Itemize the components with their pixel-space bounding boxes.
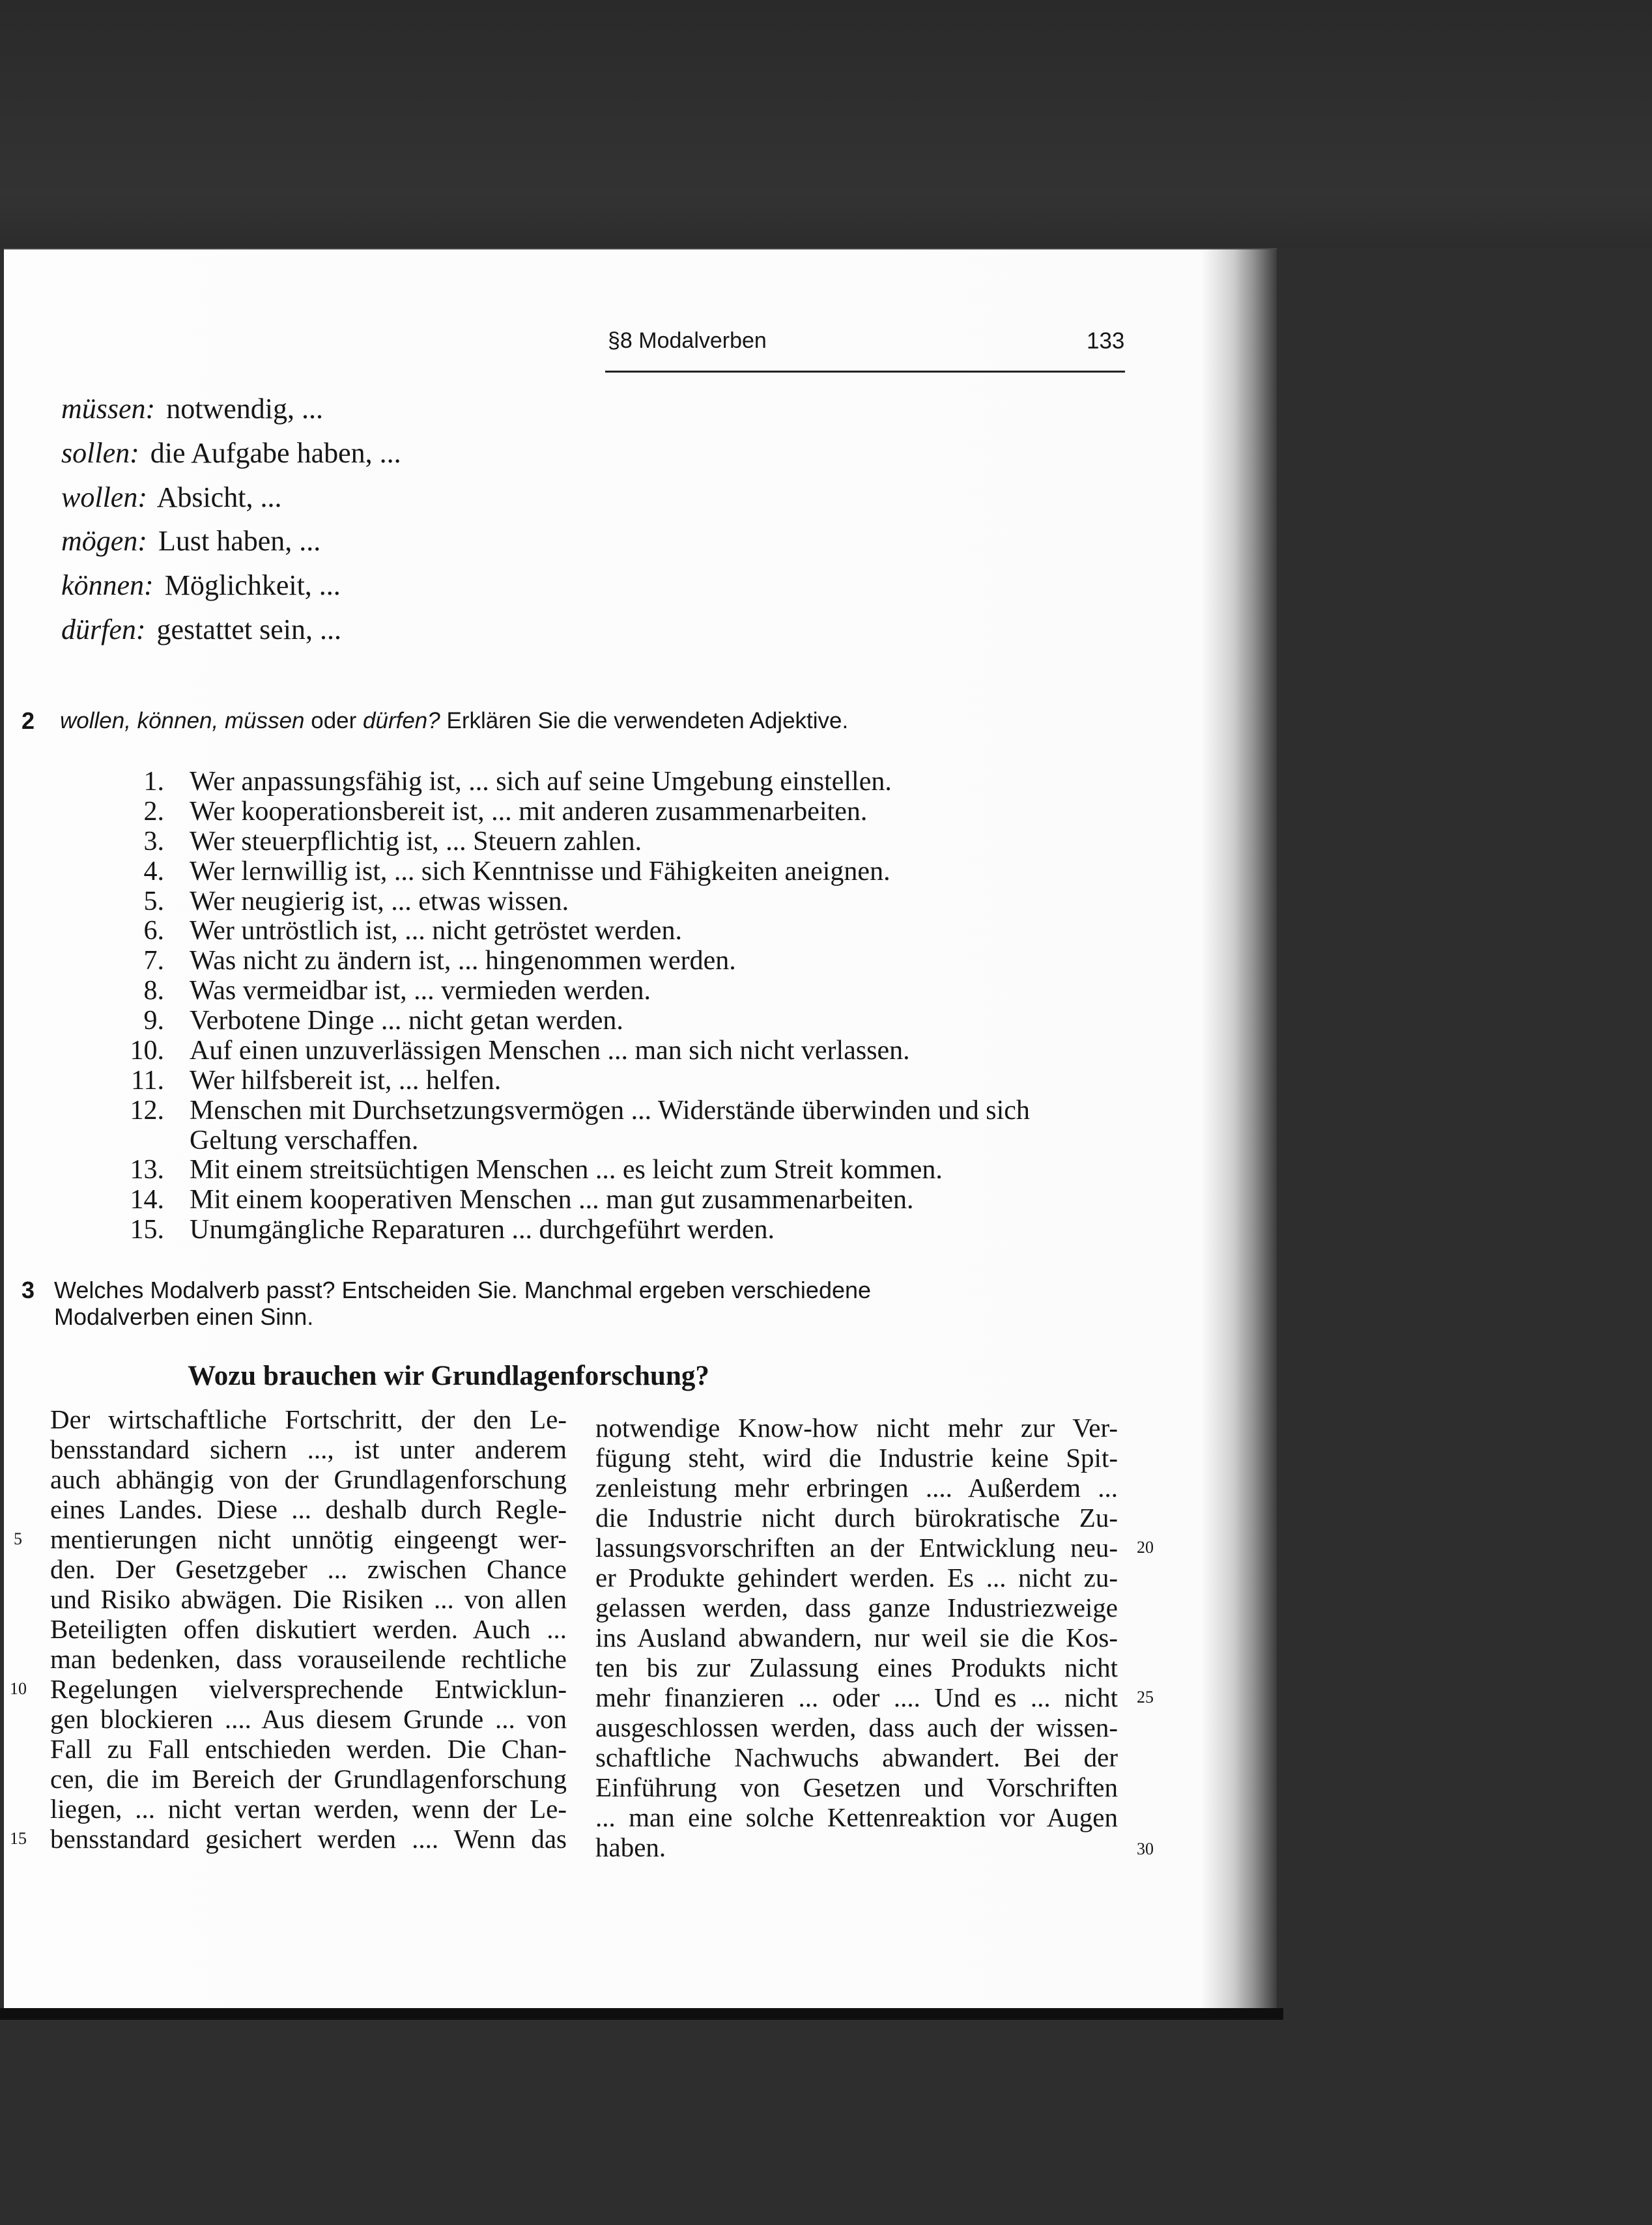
reading-text-title: Wozu brauchen wir Grundlagenforschung?	[188, 1361, 709, 1391]
instruction-last-verb: dürfen?	[363, 708, 440, 733]
text-line: Der wirtschaftliche Fortschritt, der den Le-	[50, 1404, 567, 1434]
item-number: 5.	[143, 886, 164, 916]
text-line: man bedenken, dass vorauseilende rechtliche	[50, 1644, 567, 1674]
text-line: Fall zu Fall entschieden werden. Die Chan-	[50, 1734, 567, 1764]
list-item	[91, 1036, 1030, 1066]
text-line: ins Ausland abwandern, nur weil sie die Kos-	[595, 1623, 1118, 1652]
instruction-line: Modalverben einen Sinn.	[54, 1303, 314, 1330]
text-line: schaftliche Nachwuchs abwandert. Bei der	[595, 1742, 1118, 1772]
text-line: zenleistung mehr erbringen .... Außerdem ...	[595, 1473, 1118, 1503]
item-text: Unumgängliche Reparaturen ... durchgeführt werden.	[190, 1215, 775, 1245]
modal-meaning: notwendig, ...	[166, 393, 323, 425]
list-item	[91, 827, 1030, 857]
header-rule	[605, 371, 1125, 373]
item-number: 12.	[130, 1095, 164, 1126]
item-text: Wer hilfsbereit ist, ... helfen.	[190, 1065, 502, 1096]
text-line: bensstandard sichern ..., ist unter anderem	[50, 1434, 567, 1464]
text-line: fügung steht, wird die Industrie keine Spit-	[595, 1443, 1118, 1473]
item-number: 4.	[143, 856, 164, 886]
item-text: Wer anpassungsfähig ist, ... sich auf seine Umgebung einstellen.	[190, 767, 892, 797]
item-number: 8.	[143, 976, 164, 1006]
item-number: 1.	[143, 767, 164, 797]
text-line: mentierungen nicht unnötig eingeengt wer-	[50, 1524, 567, 1554]
item-number: 9.	[143, 1006, 164, 1036]
list-item	[91, 1215, 1030, 1245]
list-item	[91, 1185, 1030, 1215]
item-number: 15.	[130, 1215, 164, 1245]
margin-line-number: 5	[14, 1529, 22, 1548]
list-item	[91, 1096, 1030, 1156]
item-number: 2.	[143, 796, 164, 827]
modal-verb: müssen:	[61, 393, 156, 425]
modal-meaning-row	[61, 431, 401, 475]
margin-line-number: 25	[1137, 1688, 1154, 1707]
text-column-left	[50, 1404, 567, 1854]
list-item	[91, 946, 1030, 976]
item-text: Was vermeidbar ist, ... vermieden werden.	[190, 976, 651, 1006]
text-line: Einführung von Gesetzen und Vorschriften	[595, 1772, 1118, 1802]
text-line: gen blockieren .... Aus diesem Grunde ... von	[50, 1704, 567, 1734]
text-line: Beteiligten offen diskutiert werden. Auch ...	[50, 1614, 567, 1644]
item-text: Mit einem kooperativen Menschen ... man gut zusammenarbeiten.	[190, 1185, 914, 1215]
item-text: Wer untröstlich ist, ... nicht getröstet werden.	[190, 916, 682, 946]
modal-verb: dürfen:	[61, 613, 146, 645]
exercise-sentence-list	[91, 767, 1030, 1245]
list-item	[91, 976, 1030, 1006]
text-line: mehr finanzieren ... oder .... Und es ... nicht	[595, 1682, 1118, 1712]
text-line: eines Landes. Diese ... deshalb durch Regle-	[50, 1494, 567, 1524]
item-text: Wer steuerpflichtig ist, ... Steuern zahlen.	[190, 826, 642, 857]
text-line: ten bis zur Zulassung eines Produkts nicht	[595, 1652, 1118, 1682]
modal-verb: mögen:	[61, 525, 147, 558]
modal-meaning-row	[61, 387, 401, 431]
list-item	[91, 887, 1030, 917]
text-line: den. Der Gesetzgeber ... zwischen Chance	[50, 1554, 567, 1584]
instruction-verbs: wollen, können, müssen	[60, 708, 305, 733]
modal-verb-meanings	[61, 387, 401, 652]
modal-meaning-row	[61, 608, 401, 652]
list-item	[91, 857, 1030, 887]
item-number: 13.	[130, 1155, 164, 1185]
text-line: ... man eine solche Kettenreaktion vor Augen	[595, 1802, 1118, 1832]
item-number: 10.	[130, 1035, 164, 1066]
item-text: Wer lernwillig ist, ... sich Kenntnisse und Fähigkeiten aneignen.	[190, 856, 890, 886]
text-line: ausgeschlossen werden, dass auch der wissen-	[595, 1712, 1118, 1742]
section-header-title: §8 Modalverben	[608, 328, 767, 353]
list-item	[91, 797, 1030, 827]
item-number: 6.	[143, 916, 164, 946]
margin-line-number: 15	[10, 1829, 27, 1848]
modal-meaning: gestattet sein, ...	[156, 613, 342, 645]
item-text: Was nicht zu ändern ist, ... hingenommen werden.	[190, 946, 736, 976]
text-line: er Produkte gehindert werden. Es ... nicht zu-	[595, 1563, 1118, 1593]
text-line: notwendige Know-how nicht mehr zur Ver-	[595, 1413, 1118, 1443]
item-number: 11.	[131, 1065, 164, 1096]
modal-meaning: Lust haben, ...	[158, 525, 321, 558]
item-text-line: Menschen mit Durchsetzungsvermögen ... Widerstände überwinden und sich	[190, 1095, 1030, 1126]
modal-meaning-row	[61, 563, 401, 608]
margin-line-number: 20	[1137, 1538, 1154, 1557]
item-number: 14.	[130, 1185, 164, 1215]
item-text: Verbotene Dinge ... nicht getan werden.	[190, 1006, 623, 1036]
exercise-number: 3	[21, 1277, 35, 1303]
text-line: cen, die im Bereich der Grundlagenforschung	[50, 1764, 567, 1794]
text-column-right	[595, 1413, 1118, 1862]
page-number: 133	[1087, 328, 1125, 354]
text-line: haben.	[595, 1832, 666, 1862]
text-line: auch abhängig von der Grundlagenforschung	[50, 1464, 567, 1494]
item-text-line: Geltung verschaffen.	[190, 1125, 419, 1155]
instruction-connector: oder	[311, 708, 357, 733]
item-number: 3.	[143, 826, 164, 857]
item-number: 7.	[143, 946, 164, 976]
instruction-line: Welches Modalverb passt? Entscheiden Sie. Manchmal ergeben verschiedene	[54, 1277, 872, 1303]
text-line: Regelungen vielversprechende Entwicklun-	[50, 1674, 567, 1704]
modal-meaning: die Aufgabe haben, ...	[150, 436, 401, 469]
instruction-task: Erklären Sie die verwendeten Adjektive.	[446, 708, 849, 733]
text-line: und Risiko abwägen. Die Risiken ... von allen	[50, 1584, 567, 1614]
item-text: Mit einem streitsüchtigen Menschen ... es leicht zum Streit kommen.	[190, 1155, 943, 1185]
item-text	[190, 1096, 1030, 1156]
item-text: Auf einen unzuverlässigen Menschen ... man sich nicht verlassen.	[190, 1035, 910, 1066]
modal-meaning-row	[61, 519, 401, 563]
modal-meaning: Möglichkeit, ...	[164, 569, 341, 602]
text-line: bensstandard gesichert werden .... Wenn das	[50, 1824, 567, 1854]
exercise-instruction	[60, 708, 848, 734]
modal-meaning: Absicht, ...	[156, 481, 282, 513]
text-line: liegen, ... nicht vertan werden, wenn der Le-	[50, 1794, 567, 1824]
margin-line-number: 10	[10, 1679, 27, 1698]
modal-verb: sollen:	[61, 436, 139, 469]
modal-verb: wollen:	[61, 481, 147, 513]
list-item	[91, 767, 1030, 797]
list-item	[91, 1155, 1030, 1185]
item-text: Wer neugierig ist, ... etwas wissen.	[190, 886, 569, 916]
modal-verb: können:	[61, 569, 154, 602]
list-item	[91, 916, 1030, 946]
text-line: gelassen werden, dass ganze Industriezweige	[595, 1593, 1118, 1623]
exercise-instruction	[54, 1277, 966, 1330]
exercise-number: 2	[21, 707, 35, 734]
item-text: Wer kooperationsbereit ist, ... mit anderen zusammenarbeiten.	[190, 796, 868, 827]
list-item	[91, 1006, 1030, 1036]
margin-line-number: 30	[1137, 1839, 1154, 1858]
text-line: lassungsvorschriften an der Entwicklung neu-	[595, 1533, 1118, 1563]
modal-meaning-row	[61, 475, 401, 520]
list-item	[91, 1066, 1030, 1096]
text-line: die Industrie nicht durch bürokratische Zu-	[595, 1503, 1118, 1533]
